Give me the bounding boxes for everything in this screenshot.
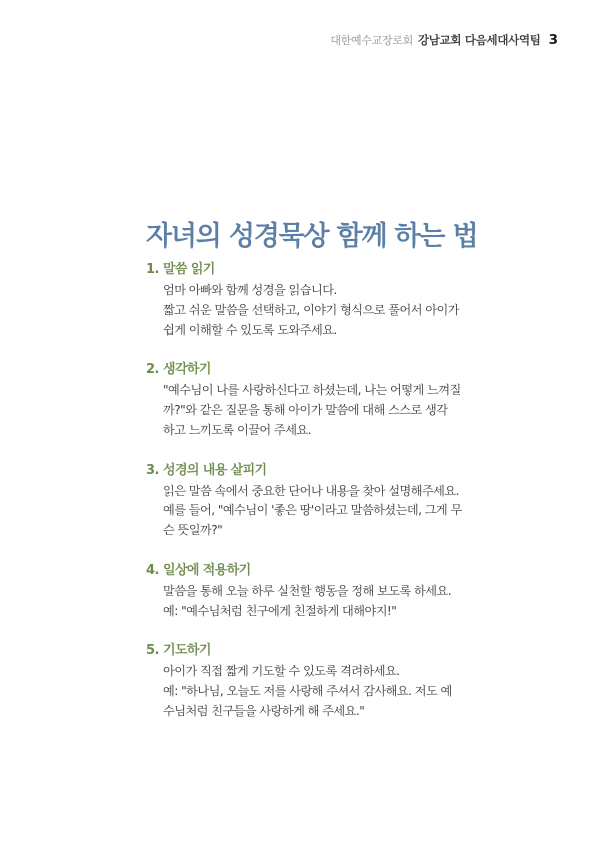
step-title: 말씀 읽기 xyxy=(163,262,215,277)
church-team-label: 강남교회 다음세대사역팀 xyxy=(417,33,541,47)
step-body-line: 짧고 쉬운 말씀을 선택하고, 이야기 형식으로 풀어서 아이가 xyxy=(163,302,459,317)
step-body-line: "예수님이 나를 사랑하신다고 하셨는데, 나는 어떻게 느껴질 xyxy=(163,383,461,398)
step-body-line: 까?"와 같은 질문을 통해 아이가 말씀에 대해 스스로 생각 xyxy=(163,403,448,418)
step-heading xyxy=(146,459,476,478)
step-body xyxy=(163,281,476,340)
step-body-line: 수님처럼 친구들을 사랑하게 해 주세요." xyxy=(163,703,365,718)
step-heading xyxy=(146,639,476,658)
step-number: 5. xyxy=(146,643,159,659)
step-body-line: 하고 느끼도록 이끌어 주세요. xyxy=(163,422,311,437)
step-number: 1. xyxy=(146,262,159,277)
step-body xyxy=(163,582,476,622)
page-header xyxy=(330,32,558,48)
step-body-line: 예: "하나님, 오늘도 저를 사랑해 주셔서 감사해요. 저도 예 xyxy=(163,684,452,699)
step-item xyxy=(146,358,476,440)
step-body-line: 엄마 아빠와 함께 성경을 읽습니다. xyxy=(163,283,337,297)
step-heading xyxy=(146,358,476,377)
step-title: 일상에 적용하기 xyxy=(163,562,251,578)
step-title: 생각하기 xyxy=(163,362,211,378)
step-body-line: 예: "예수님처럼 친구에게 친절하게 대해야지!" xyxy=(163,603,397,618)
step-body xyxy=(163,482,476,541)
step-item xyxy=(146,459,476,541)
step-number: 4. xyxy=(146,562,159,578)
step-number: 3. xyxy=(146,462,159,478)
denomination-label: 대한예수교장로회 xyxy=(330,34,413,47)
step-title: 성경의 내용 살피기 xyxy=(163,462,267,478)
step-heading xyxy=(146,258,476,277)
step-item xyxy=(146,559,476,622)
step-body-line: 아이가 직접 짧게 기도할 수 있도록 격려하세요. xyxy=(163,664,400,679)
step-body-line: 쉽게 이해할 수 있도록 도와주세요. xyxy=(163,322,337,337)
step-body-line: 말씀을 통해 오늘 하루 실천할 행동을 정해 보도록 하세요. xyxy=(163,583,452,598)
step-body-line: 슨 뜻일까?" xyxy=(163,523,223,538)
step-body xyxy=(163,381,476,440)
step-body-line: 읽은 말씀 속에서 중요한 단어나 내용을 찾아 설명해주세요. xyxy=(163,483,459,498)
step-item xyxy=(146,258,476,340)
step-title: 기도하기 xyxy=(163,643,211,659)
step-body xyxy=(163,662,476,721)
steps-list xyxy=(146,258,476,740)
step-item xyxy=(146,639,476,721)
page-number: 3 xyxy=(548,32,558,48)
page-title: 자녀의 성경묵상 함께 하는 법 xyxy=(146,221,478,253)
step-heading xyxy=(146,559,476,578)
step-number: 2. xyxy=(146,362,159,378)
step-body-line: 예를 들어, "예수님이 '좋은 땅'이라고 말씀하셨는데, 그게 무 xyxy=(163,503,462,518)
